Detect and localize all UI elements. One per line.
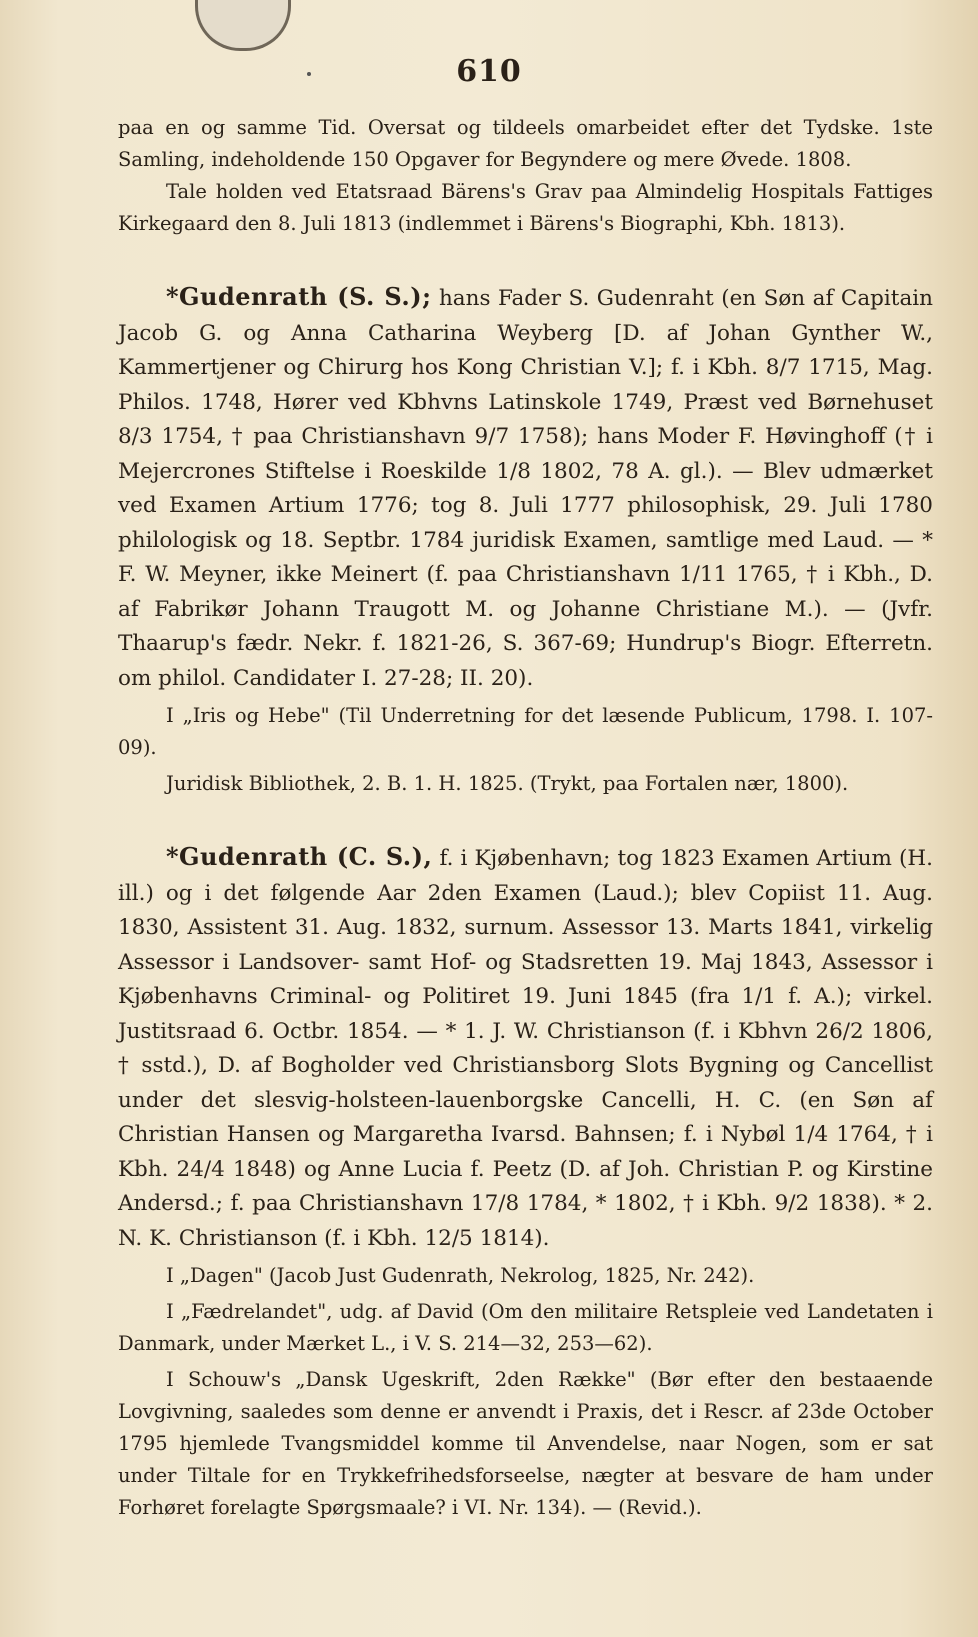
work-paragraph: I Schouw's „Dansk Ugeskrift, 2den Række" (Bør efter den bestaaende Lovgivning, saaledes som denne er anvendt i Praxis, det i Rescr. af 23de October 1795 hjemlede Tvangsmiddel komme til Anvendelse, naar Nogen, som er sat under Tiltale for en Trykkefrihedsforseelse, nægter at besvare de ham under Forhøret forelagte Spørgsmaale? i VI. Nr. 134). — (Revid.). (118, 1368, 933, 1519)
continuation-paragraph: paa en og samme Tid. Oversat og tildeels omarbeidet efter det Tydske. 1ste Samling, indeholdende 150 Opgaver for Begyndere og mere Øvede. 1808. (118, 116, 933, 171)
entry-body: f. i Kjøbenhavn; tog 1823 Examen Artium (H. ill.) og i det følgende Aar 2den Examen (Laud.); blev Copiist 11. Aug. 1830, Assistent 31. Aug. 1832, surnum. Assessor 13. Marts 1841, virkelig Assessor i Landsover- samt Hof- og Stadsretten 19. Maj 1843, Assessor i Kjøbenhavns Criminal- og Politiret 19. Juni 1845 (fra 1/1 f. A.); virkel. Justitsraad 6. Octbr. 1854. — * 1. J. W. Christianson (f. i Kbhvn 26/2 1806, † sstd.), D. af Bogholder ved Christiansborg Slots Bygning og Cancellist under det slesvig-holsteen-lauenborgske Cancelli, H. C. (en Søn af Christian Hansen og Margaretha Ivarsd. Bahnsen; f. i Nybøl 1/4 1764, † i Kbh. 24/4 1848) og Anne Lucia f. Peetz (D. af Joh. Christian P. og Kirstine Andersd.; f. paa Christianshavn 17/8 1784, * 1802, † i Kbh. 9/2 1838). * 2. N. K. Christianson (f. i Kbh. 12/5 1814). (118, 846, 933, 1251)
biography-entry (118, 840, 933, 1256)
work-paragraph: Juridisk Bibliothek, 2. B. 1. H. 1825. (Trykt, paa Fortalen nær, 1800). (166, 772, 849, 795)
entry-headword: *Gudenrath (S. S.); (166, 282, 432, 311)
work-paragraph: I „Iris og Hebe" (Til Underretning for det læsende Publicum, 1798. I. 107-09). (118, 704, 933, 759)
biography-entry (118, 280, 933, 696)
binding-clip-mark (195, 0, 291, 51)
entry-body: hans Fader S. Gudenraht (en Søn af Capitain Jacob G. og Anna Catharina Weyberg [D. af Johan Gynther W., Kammertjener og Chirurg hos Kong Christian V.]; f. i Kbh. 8/7 1715, Mag. Philos. 1748, Hører ved Kbhvns Latinskole 1749, Præst ved Børnehuset 8/3 1754, † paa Christianshavn 9/7 1758); hans Moder F. Høvinghoff († i Mejercrones Stiftelse i Roeskilde 1/8 1802, 78 A. gl.). — Blev udmærket ved Examen Artium 1776; tog 8. Juli 1777 philosophisk, 29. Juli 1780 philologisk og 18. Septbr. 1784 juridisk Examen, samtlige med Laud. — * F. W. Meyner, ikke Meinert (f. paa Christianshavn 1/11 1765, † i Kbh., D. af Fabrikør Johann Traugott M. og Johanne Christiane M.). — (Jvfr. Thaarup's fædr. Nekr. f. 1821-26, S. 367-69; Hundrup's Biogr. Efterretn. om philol. Candidater I. 27-28; II. 20). (118, 286, 933, 691)
work-paragraph: I „Dagen" (Jacob Just Gudenrath, Nekrolog, 1825, Nr. 242). (166, 1264, 755, 1287)
work-paragraph: Tale holden ved Etatsraad Bärens's Grav paa Almindelig Hospitals Fattiges Kirkegaard den 8. Juli 1813 (indlemmet i Bärens's Biographi, Kbh. 1813). (118, 180, 933, 235)
page-text (118, 112, 933, 1524)
page-number: 610 (456, 54, 522, 89)
entry-headword: *Gudenrath (C. S.), (166, 842, 433, 871)
work-paragraph: I „Fædrelandet", udg. af David (Om den militaire Retspleie ved Landetaten i Danmark, under Mærket L., i V. S. 214—32, 253—62). (118, 1300, 933, 1355)
